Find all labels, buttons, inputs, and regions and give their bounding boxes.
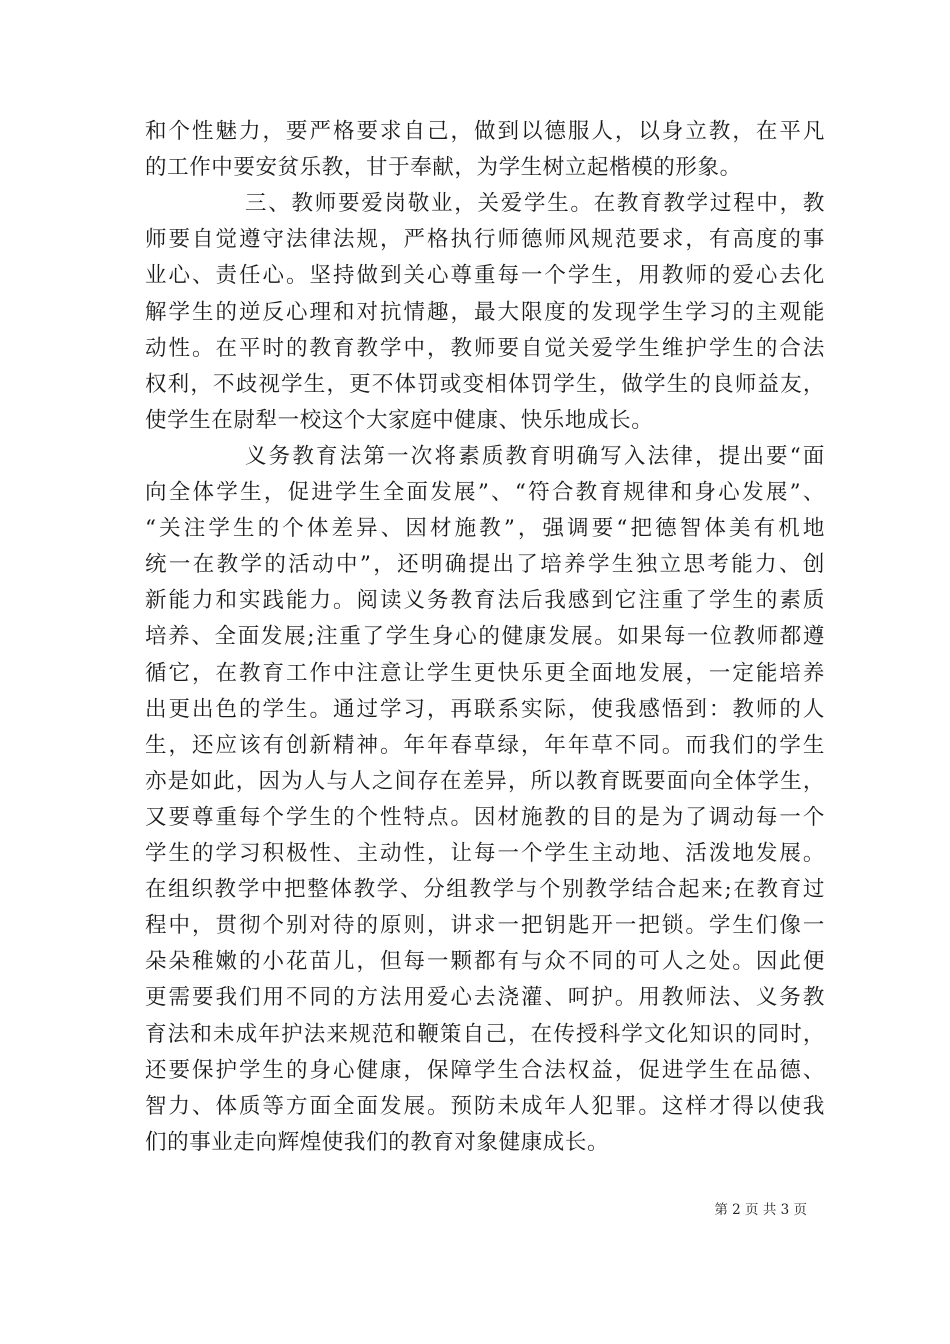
text-line: 使学生在尉犁一校这个大家庭中健康、快乐地成长。 [145, 407, 654, 433]
text-line: 亦是如此，因为人与人之间存在差异，所以教育既要面向全体学生， [145, 768, 825, 794]
text-line: 动性。在平时的教育教学中，教师要自觉关爱学生维护学生的合法 [145, 335, 825, 361]
text-line: 统一在教学的活动中”，还明确提出了培养学生独立思考能力、创 [145, 552, 825, 578]
text-line: 培养、全面发展;注重了学生身心的健康发展。如果每一位教师都遵 [145, 624, 825, 650]
text-line: 朵朵稚嫩的小花苗儿，但每一颗都有与众不同的可人之处。因此便 [145, 949, 825, 975]
text-line: 还要保护学生的身心健康，保障学生合法权益，促进学生在品德、 [145, 1057, 825, 1083]
text-line: 更需要我们用不同的方法用爱心去浇灌、呵护。用教师法、义务教 [145, 985, 825, 1011]
text-line: 和个性魅力，要严格要求自己，做到以德服人，以身立教，在平凡 [145, 119, 825, 144]
text-line: 解学生的逆反心理和对抗情趣，最大限度的发现学生学习的主观能 [145, 299, 825, 325]
text-line: 师要自觉遵守法律法规，严格执行师德师风规范要求，有高度的事 [145, 227, 825, 253]
text-line: 业心、责任心。坚持做到关心尊重每一个学生，用教师的爱心去化 [145, 263, 825, 289]
text-line: 智力、体质等方面全面发展。预防未成年人犯罪。这样才得以使我 [145, 1093, 825, 1119]
text-line: 出更出色的学生。通过学习，再联系实际，使我感悟到：教师的人 [145, 696, 825, 722]
text-line: “关注学生的个体差异、因材施教”，强调要“把德智体美有机地 [145, 516, 825, 542]
page-number-footer: 第 2 页 共 3 页 [714, 1202, 807, 1218]
text-line: 程中，贯彻个别对待的原则，讲求一把钥匙开一把锁。学生们像一 [145, 913, 825, 939]
text-line: 生，还应该有创新精神。年年春草绿，年年草不同。而我们的学生 [145, 732, 825, 758]
text-line: 的工作中要安贫乐教，甘于奉献，为学生树立起楷模的形象。 [145, 155, 742, 181]
text-line: 育法和未成年护法来规范和鞭策自己，在传授科学文化知识的同时， [145, 1021, 825, 1047]
text-line: 权利，不歧视学生，更不体罚或变相体罚学生，做学生的良师益友， [145, 371, 825, 397]
text-line: 循它，在教育工作中注意让学生更快乐更全面地发展，一定能培养 [145, 660, 825, 686]
text-line: 新能力和实践能力。阅读义务教育法后我感到它注重了学生的素质 [145, 588, 825, 614]
text-line: 在组织教学中把整体教学、分组教学与个别教学结合起来;在教育过 [145, 877, 825, 903]
paragraph-start-line: 义务教育法第一次将素质教育明确写入法律，提出要“面 [245, 443, 825, 469]
text-line: 们的事业走向辉煌使我们的教育对象健康成长。 [145, 1129, 610, 1155]
paragraph-heading-line: 三、教师要爱岗敬业，关爱学生。在教育教学过程中，教 [245, 191, 825, 217]
text-line: 学生的学习积极性、主动性，让每一个学生主动地、活泼地发展。 [145, 841, 825, 866]
text-line: 又要尊重每个学生的个性特点。因材施教的目的是为了调动每一个 [145, 804, 825, 830]
text-line: 向全体学生，促进学生全面发展”、“符合教育规律和身心发展”、 [145, 480, 825, 505]
